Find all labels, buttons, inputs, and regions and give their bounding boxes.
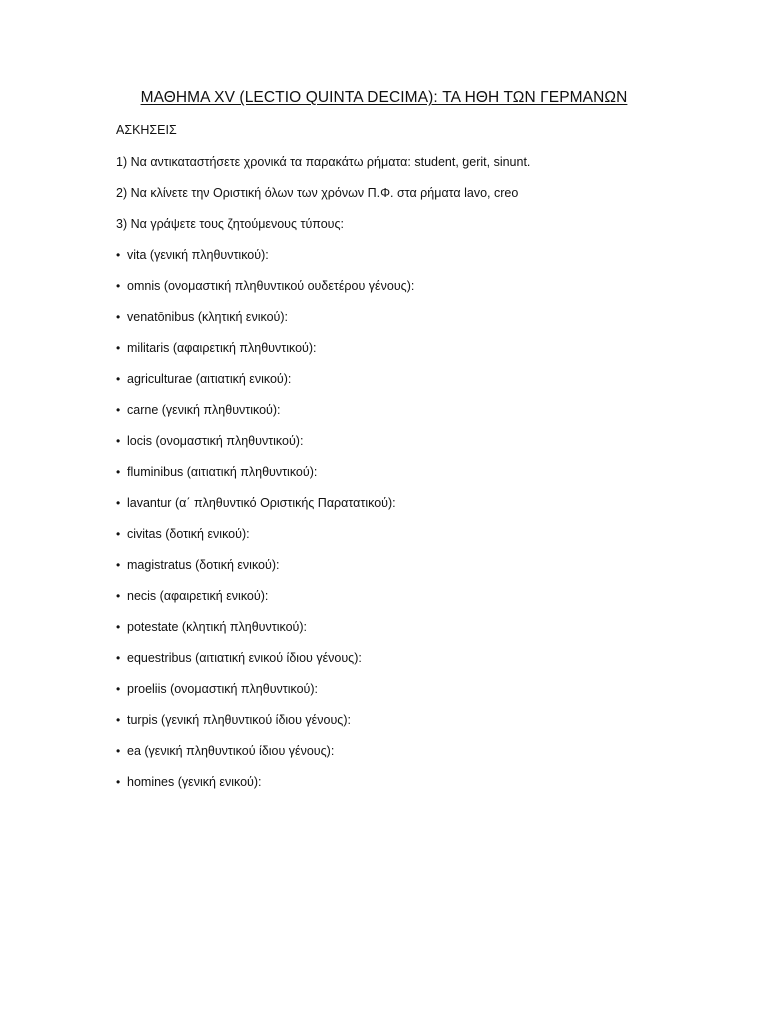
exercise-item <box>116 248 414 279</box>
exercise-item-label: venatōnibus (κλητική ενικού): <box>127 310 289 324</box>
bullet-icon: • <box>116 558 121 572</box>
exercise-item <box>116 775 414 806</box>
exercise-item <box>116 682 414 713</box>
exercise-item <box>116 279 414 310</box>
bullet-icon: • <box>116 248 121 262</box>
bullet-icon: • <box>116 310 121 324</box>
exercise-item-label: militaris (αφαιρετική πληθυντικού): <box>127 341 317 355</box>
exercise-item-label: carne (γενική πληθυντικού): <box>127 403 281 417</box>
bullet-icon: • <box>116 465 121 479</box>
exercise-3: 3) Να γράψετε τους ζητούμενους τύπους: <box>116 217 345 231</box>
exercise-item <box>116 310 414 341</box>
exercise-item <box>116 713 414 744</box>
page-title: ΜΑΘΗΜΑ XV (LECTIO QUINTA DECIMA): ΤΑ ΗΘΗ ΤΩΝ ΓΕΡΜΑΝΩΝ <box>140 89 628 106</box>
bullet-icon: • <box>116 279 121 293</box>
exercise-item <box>116 527 414 558</box>
bullet-icon: • <box>116 620 121 634</box>
exercise-item-label: homines (γενική ενικού): <box>127 775 262 789</box>
bullet-icon: • <box>116 341 121 355</box>
exercise-item-label: turpis (γενική πληθυντικού ίδιου γένους): <box>127 713 351 727</box>
exercise-item-list <box>116 248 414 806</box>
bullet-icon: • <box>116 589 121 603</box>
exercise-item-label: equestribus (αιτιατική ενικού ίδιου γένους): <box>127 651 362 665</box>
bullet-icon: • <box>116 372 121 386</box>
exercise-item <box>116 434 414 465</box>
exercise-item <box>116 558 414 589</box>
exercise-item <box>116 744 414 775</box>
bullet-icon: • <box>116 527 121 541</box>
exercise-item-label: vita (γενική πληθυντικού): <box>127 248 269 262</box>
exercise-item-label: lavantur (α΄ πληθυντικό Οριστικής Παρατατικού): <box>127 496 396 510</box>
exercise-item-label: fluminibus (αιτιατική πληθυντικού): <box>127 465 318 479</box>
bullet-icon: • <box>116 496 121 510</box>
exercise-item <box>116 620 414 651</box>
exercise-2: 2) Να κλίνετε την Οριστική όλων των χρόνων Π.Φ. στα ρήματα lavo, creo <box>116 186 519 200</box>
bullet-icon: • <box>116 651 121 665</box>
exercise-1: 1) Να αντικαταστήσετε χρονικά τα παρακάτω ρήματα: student, gerit, sinunt. <box>116 155 531 169</box>
exercise-item-label: agriculturae (αιτιατική ενικού): <box>127 372 292 386</box>
exercise-item-label: potestate (κλητική πληθυντικού): <box>127 620 308 634</box>
exercise-item <box>116 341 414 372</box>
bullet-icon: • <box>116 713 121 727</box>
exercise-item <box>116 651 414 682</box>
section-heading: ΑΣΚΗΣΕΙΣ <box>116 123 177 137</box>
bullet-icon: • <box>116 744 121 758</box>
exercise-item-label: omnis (ονομαστική πληθυντικού ουδετέρου γένους): <box>127 279 415 293</box>
exercise-item <box>116 403 414 434</box>
exercise-item-label: proeliis (ονομαστική πληθυντικού): <box>127 682 319 696</box>
bullet-icon: • <box>116 403 121 417</box>
bullet-icon: • <box>116 682 121 696</box>
exercise-item <box>116 372 414 403</box>
bullet-icon: • <box>116 434 121 448</box>
exercise-item-label: magistratus (δοτική ενικού): <box>127 558 280 572</box>
exercise-item <box>116 465 414 496</box>
exercise-item <box>116 496 414 527</box>
exercise-item-label: civitas (δοτική ενικού): <box>127 527 250 541</box>
exercise-item <box>116 589 414 620</box>
exercise-item-label: necis (αφαιρετική ενικού): <box>127 589 269 603</box>
bullet-icon: • <box>116 775 121 789</box>
exercise-item-label: ea (γενική πληθυντικού ίδιου γένους): <box>127 744 335 758</box>
exercise-item-label: locis (ονομαστική πληθυντικού): <box>127 434 304 448</box>
